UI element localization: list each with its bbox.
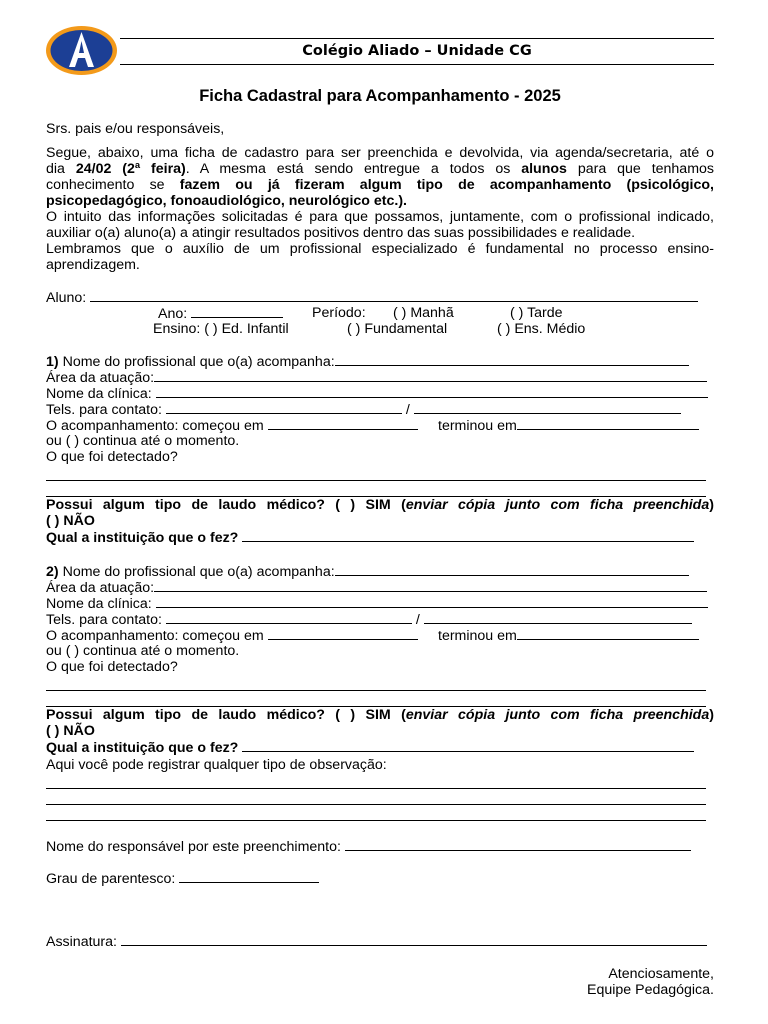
s2-profissional-row: 2) Nome do profissional que o(a) acompanha: — [46, 563, 689, 580]
s1-area-row: Área da atuação: — [46, 369, 707, 386]
parentesco-row: Grau de parentesco: — [46, 870, 319, 887]
s2-clinica-field[interactable] — [156, 595, 708, 608]
s1-detectado-line-1[interactable] — [46, 480, 706, 481]
s1-profissional-field[interactable] — [335, 353, 689, 366]
s2-tel2-field[interactable] — [424, 611, 692, 624]
s2-detectado-line-1[interactable] — [46, 690, 706, 691]
manha-checkbox[interactable]: ( ) Manhã — [393, 305, 454, 321]
s1-tel1-field[interactable] — [166, 401, 402, 414]
school-name: Colégio Aliado – Unidade CG — [302, 43, 532, 59]
s2-instituicao-field[interactable] — [242, 739, 694, 752]
observacao-line-2[interactable] — [46, 804, 706, 805]
s1-clinica-field[interactable] — [156, 385, 708, 398]
assinatura-field[interactable] — [121, 933, 707, 946]
intro-line-4: psicopedagógico, fonoaudiológico, neurológico etc.). — [46, 193, 407, 209]
periodo-label: Período: — [312, 305, 366, 321]
s2-nao-checkbox[interactable]: ( ) NÃO — [46, 723, 95, 739]
s2-inicio-field[interactable] — [268, 627, 418, 640]
intro-line-1: Segue, abaixo, uma ficha de cadastro para ser preenchida e devolvida, via agenda/secretaria, até o — [46, 145, 714, 161]
s1-nao-checkbox[interactable]: ( ) NÃO — [46, 513, 95, 529]
intro-line-5: O intuito das informações solicitadas é para que possamos, juntamente, com o profissional indicado, — [46, 209, 714, 225]
s2-continua-checkbox[interactable]: ou ( ) continua até o momento. — [46, 643, 240, 659]
s2-clinica-row: Nome da clínica: — [46, 595, 708, 612]
s2-tel1-field[interactable] — [166, 611, 412, 624]
s2-tels-row: Tels. para contato: / — [46, 611, 692, 628]
header-bottom-rule — [120, 64, 714, 65]
s1-tel2-field[interactable] — [414, 401, 681, 414]
ensino-infantil-checkbox[interactable]: Ensino: ( ) Ed. Infantil — [153, 321, 289, 337]
intro-line-3: conhecimento se fazem ou já fizeram algum tipo de acompanhamento (psicológico, — [46, 177, 714, 193]
responsavel-field[interactable] — [345, 838, 691, 851]
s1-clinica-row: Nome da clínica: — [46, 385, 708, 402]
observacao-line-1[interactable] — [46, 788, 706, 789]
responsavel-row: Nome do responsável por este preenchimento: — [46, 838, 691, 855]
s1-inicio-field[interactable] — [268, 417, 418, 430]
s2-area-field[interactable] — [154, 579, 707, 592]
closing-line-2: Equipe Pedagógica. — [586, 982, 714, 998]
s1-tels-row: Tels. para contato: / — [46, 401, 681, 418]
greeting: Srs. pais e/ou responsáveis, — [46, 121, 225, 137]
s2-detectado-label: O que foi detectado? — [46, 659, 178, 675]
header-top-rule — [120, 38, 714, 39]
assinatura-row: Assinatura: — [46, 933, 707, 950]
s2-laudo-row: Possui algum tipo de laudo médico? ( ) SIM (enviar cópia junto com ficha preenchida) — [46, 707, 714, 723]
s2-instituicao-row: Qual a instituição que o fez? — [46, 739, 694, 756]
aluno-field[interactable] — [90, 289, 698, 302]
intro-line-2: dia 24/02 (2ª feira). A mesma está sendo entregue a todos os alunos para que tenhamos — [46, 161, 715, 177]
s1-area-field[interactable] — [154, 369, 707, 382]
closing-line-1: Atenciosamente, — [608, 966, 714, 982]
aluno-row: Aluno: — [46, 289, 698, 306]
intro-line-8: aprendizagem. — [46, 257, 140, 273]
s1-profissional-row: 1) Nome do profissional que o(a) acompanha: — [46, 353, 689, 370]
s2-fim-field[interactable] — [517, 627, 699, 640]
observacao-line-3[interactable] — [46, 820, 706, 821]
observacao-label: Aqui você pode registrar qualquer tipo de observação: — [46, 757, 387, 773]
ensino-medio-checkbox[interactable]: ( ) Ens. Médio — [497, 321, 586, 337]
s1-acomp-row: O acompanhamento: começou em — [46, 417, 418, 434]
s2-profissional-field[interactable] — [335, 563, 689, 576]
s1-instituicao-row: Qual a instituição que o fez? — [46, 529, 694, 546]
page-title: Ficha Cadastral para Acompanhamento - 2025 — [199, 87, 561, 105]
s1-instituicao-field[interactable] — [242, 529, 694, 542]
intro-line-6: auxiliar o(a) aluno(a) a atingir resultados positivos dentro das suas possibilidades e realidade. — [46, 225, 636, 241]
school-logo — [45, 25, 118, 76]
s1-laudo-row: Possui algum tipo de laudo médico? ( ) SIM (enviar cópia junto com ficha preenchida) — [46, 497, 714, 513]
tarde-checkbox[interactable]: ( ) Tarde — [510, 305, 563, 321]
s1-terminou-row: terminou em — [438, 417, 699, 434]
ano-label: Ano: — [158, 305, 283, 322]
s1-continua-checkbox[interactable]: ou ( ) continua até o momento. — [46, 433, 240, 449]
s2-acomp-row: O acompanhamento: começou em — [46, 627, 418, 644]
intro-line-7: Lembramos que o auxílio de um profissional especializado é fundamental no processo ensino- — [46, 241, 714, 257]
ano-field[interactable] — [191, 305, 283, 318]
ensino-fundamental-checkbox[interactable]: ( ) Fundamental — [347, 321, 448, 337]
s1-detectado-label: O que foi detectado? — [46, 449, 178, 465]
parentesco-field[interactable] — [179, 870, 319, 883]
s2-terminou-row: terminou em — [438, 627, 699, 644]
s2-area-row: Área da atuação: — [46, 579, 707, 596]
s1-fim-field[interactable] — [517, 417, 699, 430]
